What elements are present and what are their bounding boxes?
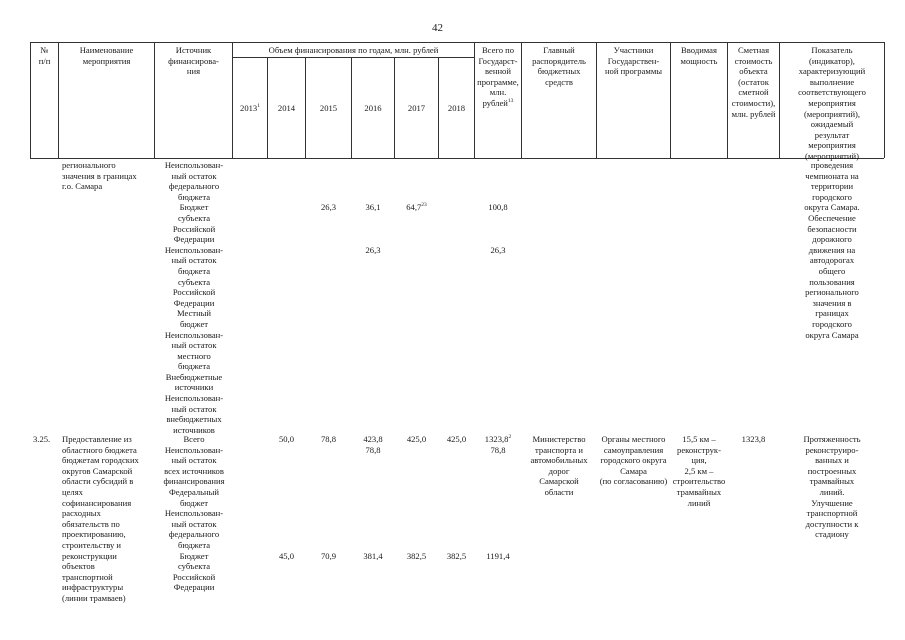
block-b-indicator: Протяженность реконструиро- ванных и построенных трамвайных линий. Улучшение транспортной доступности к стадиону [803,434,861,540]
header-year: 2015 [319,103,338,113]
block-a-subject-2015: 26,3 [320,202,337,212]
block-b-participants: Органы местного самоуправления городского округа Самара (по согласованию) [599,434,668,487]
table-top-border [30,42,884,43]
block-b-unused-total: 78,8 [490,445,506,455]
block-a-unused-total: 26,3 [490,245,506,255]
block-a-indicator: проведения чемпионата на территории городского округа Самара. Обеспечение безопасности дорожного движения на автодорогах общего пользования регионального значения в границах городского округа Самара [804,160,860,340]
header-participants: Участники Государствен- ной программы [604,45,663,77]
block-b-total-2017: 425,0 [406,434,427,444]
block-b-subject-2017: 382,5 [406,551,427,561]
block-b-total-2014: 50,0 [278,434,295,444]
block-b-total-2018: 425,0 [446,434,467,444]
block-a-unused-2016: 26,3 [365,245,381,255]
header-num: № п/п [38,45,51,66]
header-year: 2014 [277,103,296,113]
block-b-total-2015: 78,8 [320,434,337,444]
block-b-total-sum: 1323,8$^2$ [484,434,512,444]
block-b-total-2016: 423,8 [363,434,383,444]
header-bottom-border [30,158,884,159]
block-a-subject-2016: 36,1 [365,202,381,212]
header-capacity: Вводимая мощность [680,45,718,66]
block-b-num: 3.25. [33,434,51,444]
block-a-subject-2017: 64,7$^{23}$ [406,202,427,212]
block-a-subject-total: 100,8 [488,202,508,212]
header-year: 2016 [364,103,382,113]
header-source: Источник финансирова- ния [168,45,219,77]
block-b-subject-2015: 70,9 [320,551,337,561]
block-b-name: Предоставление из областного бюджета бюджетам городских округов Самарской области субсидий в целях софинансирования расходных обязательств по проектированию, строительству и реконструкции объектов транспортной инфраструктуры (линии трамваев) [62,434,139,603]
block-b-subject-2014: 45,0 [278,551,295,561]
header-total: Всего по Государст- венной программе, млн. рублей$^{13}$ [477,45,519,108]
block-a-sources: Неиспользован- ный остаток федерального бюджета Бюджет субъекта Российской Федерации Неиспользован- ный остаток бюджета субъекта Российской Федерации Местный бюджет Неиспользован- ный остаток местного бюджета Внебюджетные источники Неиспользован- ный остаток внебюджетных источников [164,160,224,435]
header-year: 2017 [407,103,426,113]
header-year: 2013$^1$ [240,103,260,113]
page-number: 42 [432,22,443,34]
col-border [884,42,885,158]
header-name: Наименование мероприятия [79,45,134,66]
header-year: 2018 [447,103,466,113]
block-b-subject-2018: 382,5 [446,551,467,561]
block-b-subject-2016: 381,4 [363,551,383,561]
block-b-estimated-cost: 1323,8 [741,434,766,444]
block-b-subject-total: 1191,4 [486,551,510,561]
header-estimated-cost: Сметная стоимость объекта (остаток сметной стоимости), млн. рублей [731,45,776,119]
header-volume: Объем финансирования по годам, млн. рублей [268,45,439,55]
block-b-main-manager: Министерство транспорта и автомобильных дорог Самарской области [530,434,588,497]
header-main-manager: Главный распорядитель бюджетных средств [532,45,586,87]
col-border [232,42,233,158]
block-b-unused-2016: 78,8 [365,445,381,455]
block-b-capacity: 15,5 км – реконструк- ция, 2,5 км – строительство трамвайных линий [672,434,726,508]
block-a-name: регионального значения в границах г.о. Самара [62,160,137,192]
block-b-sources: Всего Неиспользован- ный остаток всех источников финансирования Федеральный бюджет Неиспользован- ный остаток федерального бюджета Бюджет субъекта Российской Федерации [163,434,225,593]
header-indicator: Показатель (индикатор), характеризующий выполнение соответствующего мероприятия (мероприятий), ожидаемый результат мероприятия (мероприятий) [798,45,866,161]
